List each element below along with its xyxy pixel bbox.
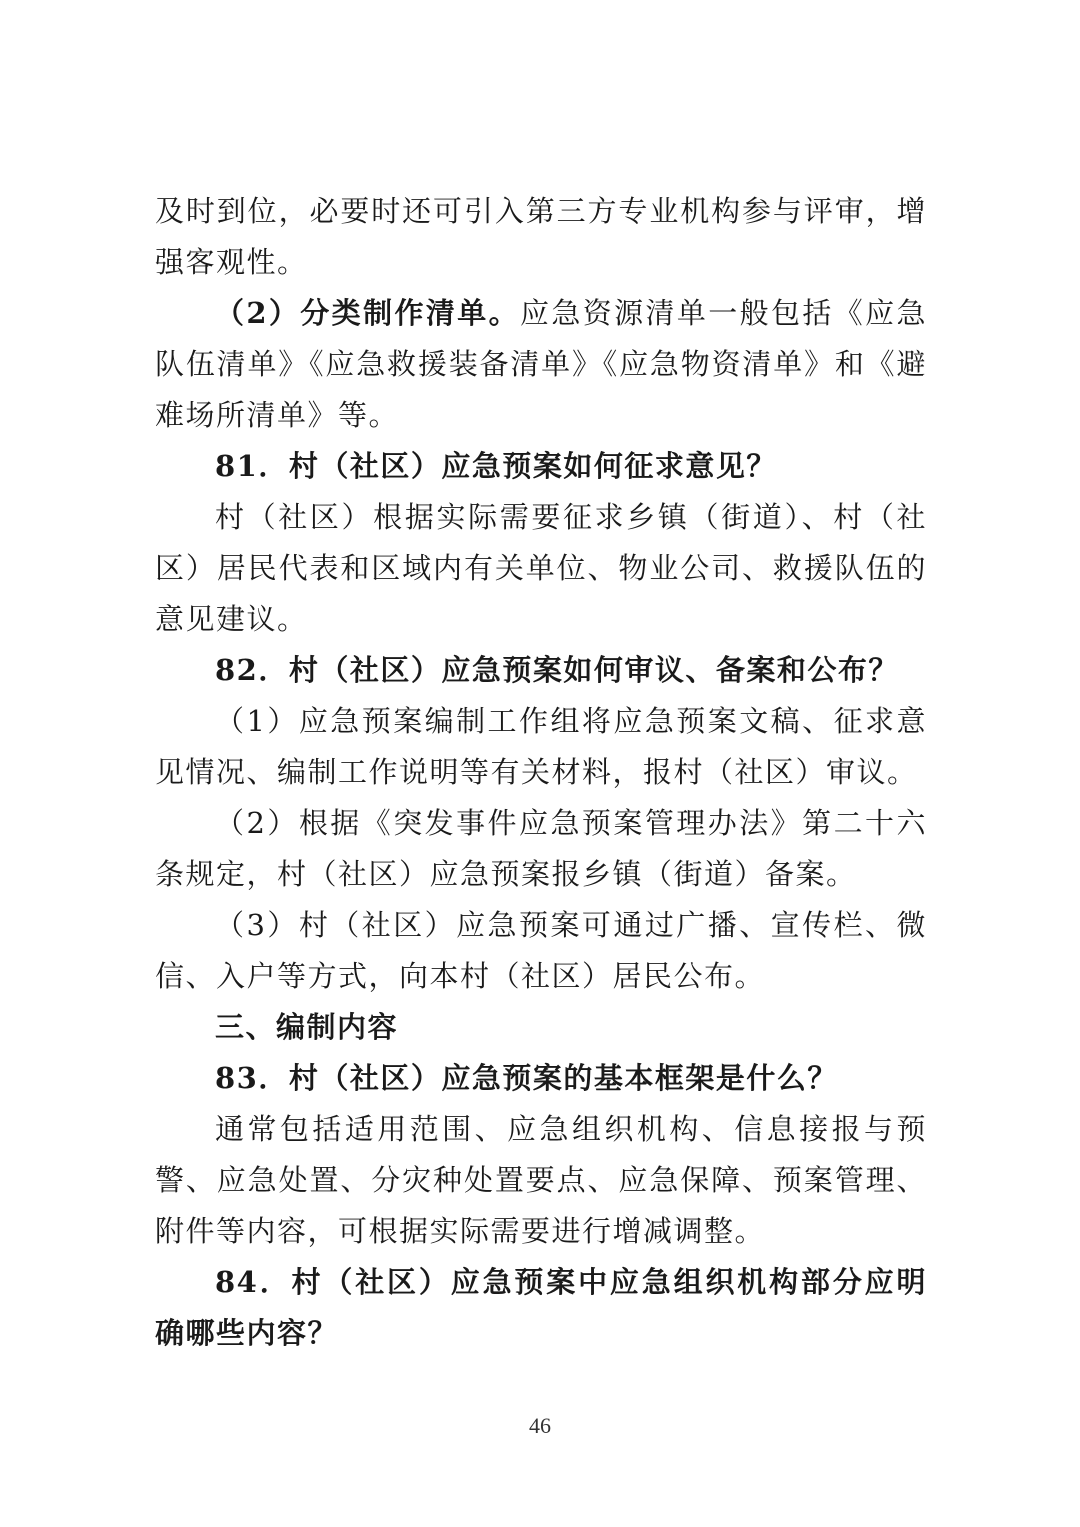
page-number: 46 xyxy=(529,1413,551,1438)
answer-83: 通常包括适用范围、应急组织机构、信息接报与预警、应急处置、分灾种处置要点、应急保障、预案管理、附件等内容，可根据实际需要进行增减调整。 xyxy=(155,1112,927,1248)
inline-heading: （2）分类制作清单。 xyxy=(215,296,520,330)
section-heading: 三、编制内容 xyxy=(215,1010,399,1044)
question-83: 83．村（社区）应急预案的基本框架是什么？ xyxy=(215,1061,838,1095)
paragraph-resource-list xyxy=(155,288,927,441)
document-body xyxy=(155,186,927,1359)
answer-82-item-1: （1）应急预案编制工作组将应急预案文稿、征求意见情况、编制工作说明等有关材料，报村（社区）审议。 xyxy=(155,704,927,789)
paragraph-continuation: 及时到位，必要时还可引入第三方专业机构参与评审，增强客观性。 xyxy=(155,194,927,279)
paragraph-text: 应急资源清单一般包括《应急队伍清单》《应急救援装备清单》《应急物资清单》和《避难场所清单》等。 xyxy=(155,296,927,432)
question-81: 81．村（社区）应急预案如何征求意见？ xyxy=(215,449,777,483)
answer-81: 村（社区）根据实际需要征求乡镇（街道）、村（社区）居民代表和区域内有关单位、物业公司、救援队伍的意见建议。 xyxy=(155,500,927,636)
question-84: 84．村（社区）应急预案中应急组织机构部分应明确哪些内容？ xyxy=(155,1265,927,1350)
answer-82-item-3: （3）村（社区）应急预案可通过广播、宣传栏、微信、入户等方式，向本村（社区）居民公布。 xyxy=(155,908,927,993)
question-82: 82．村（社区）应急预案如何审议、备案和公布？ xyxy=(215,653,899,687)
answer-82-item-2: （2）根据《突发事件应急预案管理办法》第二十六条规定，村（社区）应急预案报乡镇（街道）备案。 xyxy=(155,806,927,891)
